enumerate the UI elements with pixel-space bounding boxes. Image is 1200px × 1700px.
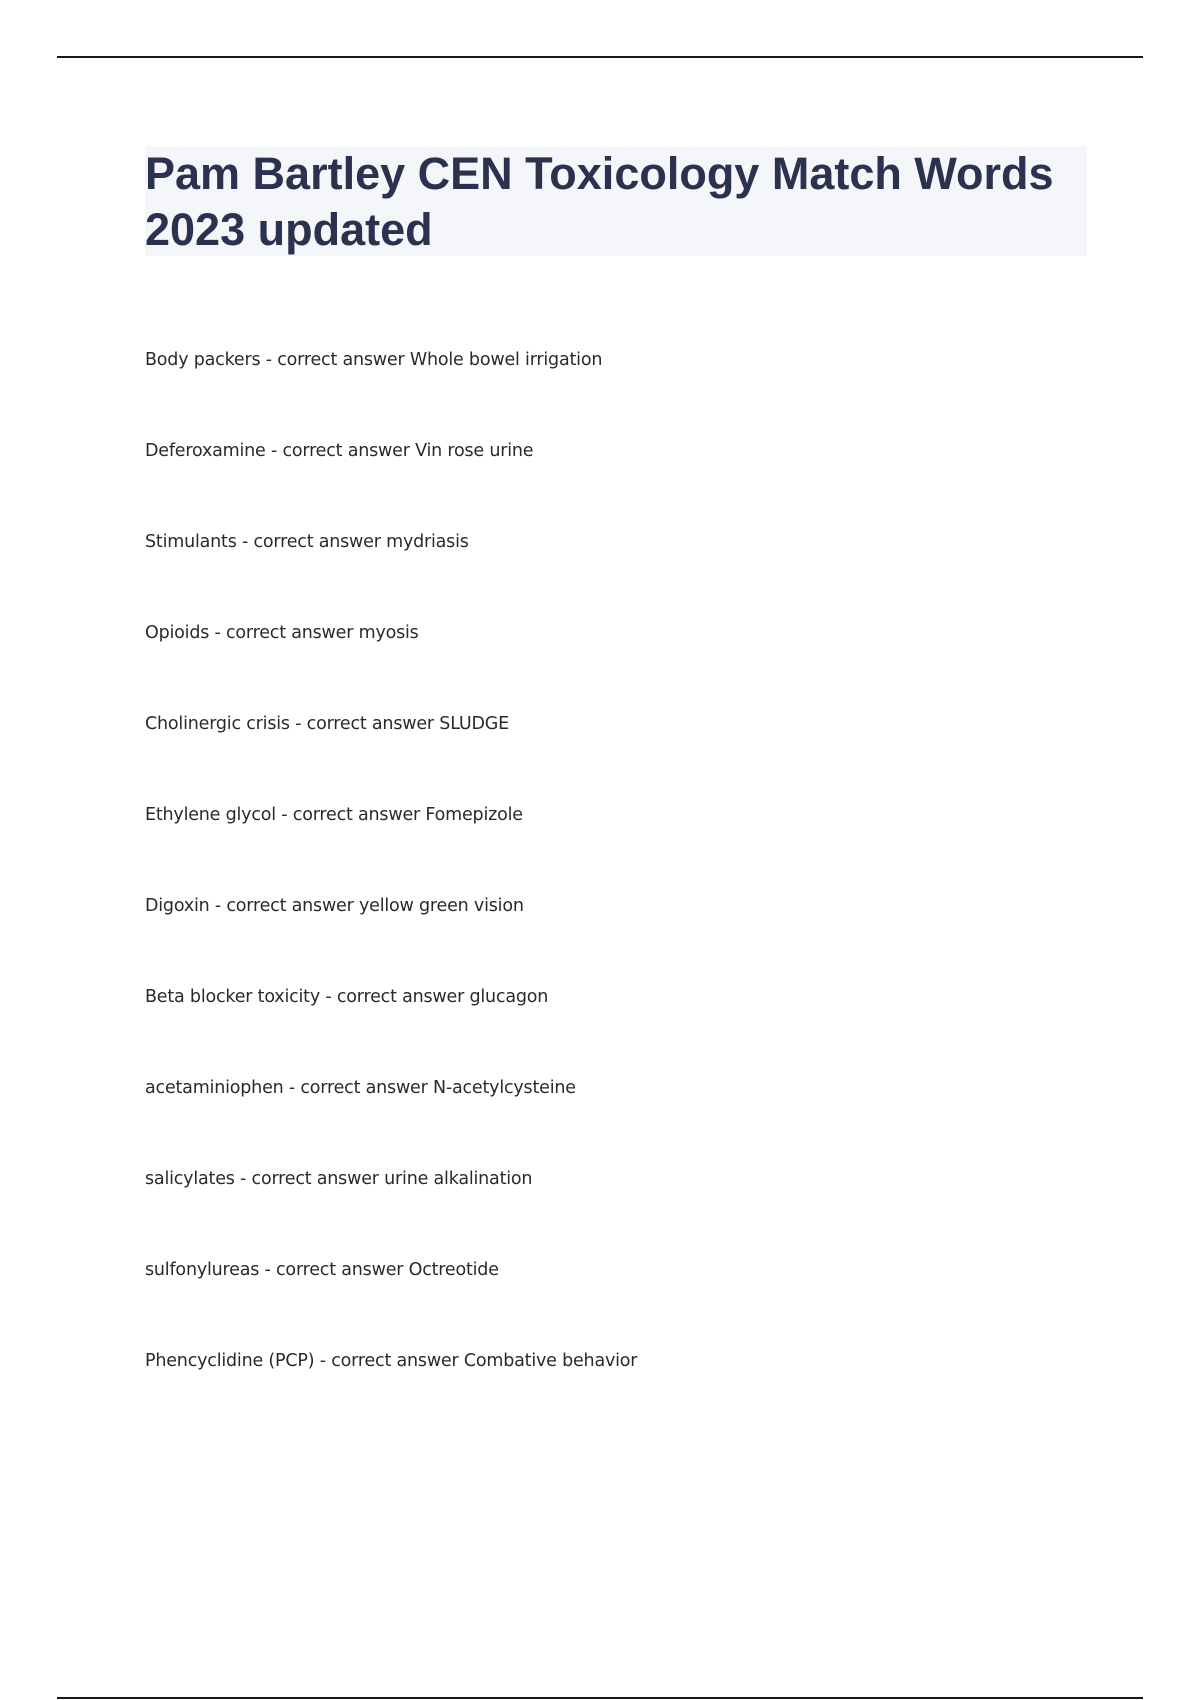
qa-term: Beta blocker toxicity — [145, 987, 321, 1007]
qa-term: acetaminiophen — [145, 1078, 284, 1098]
qa-answer: Combative behavior — [463, 1351, 638, 1371]
qa-separator: - correct answer — [265, 441, 416, 461]
qa-separator: - correct answer — [314, 1351, 464, 1371]
qa-answer: glucagon — [469, 987, 549, 1007]
qa-term: Stimulants — [145, 532, 237, 552]
qa-term: Phencyclidine (PCP) — [145, 1351, 315, 1371]
qa-item — [145, 1339, 637, 1430]
qa-answer: mydriasis — [386, 532, 469, 552]
qa-term: Ethylene glycol — [145, 805, 276, 825]
title-block — [145, 146, 1087, 256]
qa-item — [145, 793, 637, 884]
qa-answer: myosis — [358, 623, 419, 643]
bottom-rule — [57, 1697, 1143, 1699]
qa-answer: urine alkalination — [384, 1169, 533, 1189]
qa-term: sulfonylureas — [145, 1260, 260, 1280]
qa-separator: - correct answer — [283, 1078, 433, 1098]
qa-separator: - correct answer — [209, 896, 359, 916]
qa-answer: Vin rose urine — [415, 441, 534, 461]
qa-answer: Octreotide — [408, 1260, 499, 1280]
qa-term: Deferoxamine — [145, 441, 266, 461]
qa-item — [145, 611, 637, 702]
qa-item — [145, 520, 637, 611]
qa-item — [145, 702, 637, 793]
qa-answer: Whole bowel irrigation — [409, 350, 603, 370]
qa-item — [145, 884, 637, 975]
qa-separator: - correct answer — [259, 1260, 409, 1280]
qa-item — [145, 1157, 637, 1248]
qa-separator: - correct answer — [320, 987, 470, 1007]
qa-item — [145, 975, 637, 1066]
qa-item — [145, 1066, 637, 1157]
qa-term: Digoxin — [145, 896, 210, 916]
document-title: Pam Bartley CEN Toxicology Match Words 2023 updated — [145, 148, 1054, 255]
qa-separator: - correct answer — [260, 350, 410, 370]
qa-separator: - correct answer — [275, 805, 426, 825]
qa-term: Cholinergic crisis — [145, 714, 290, 734]
qa-term: Body packers — [145, 350, 261, 370]
qa-separator: - correct answer — [209, 623, 359, 643]
qa-answer: N-acetylcysteine — [432, 1078, 576, 1098]
qa-item — [145, 429, 637, 520]
qa-answer: yellow green vision — [358, 896, 524, 916]
qa-separator: - correct answer — [289, 714, 440, 734]
qa-item — [145, 338, 637, 429]
qa-separator: - correct answer — [236, 532, 387, 552]
qa-term: Opioids — [145, 623, 210, 643]
qa-answer: Fomepizole — [425, 805, 523, 825]
qa-item — [145, 1248, 637, 1339]
qa-answer: SLUDGE — [439, 714, 509, 734]
qa-separator: - correct answer — [234, 1169, 385, 1189]
top-rule — [57, 56, 1143, 58]
qa-term: salicylates — [145, 1169, 235, 1189]
qa-list — [145, 338, 637, 1430]
